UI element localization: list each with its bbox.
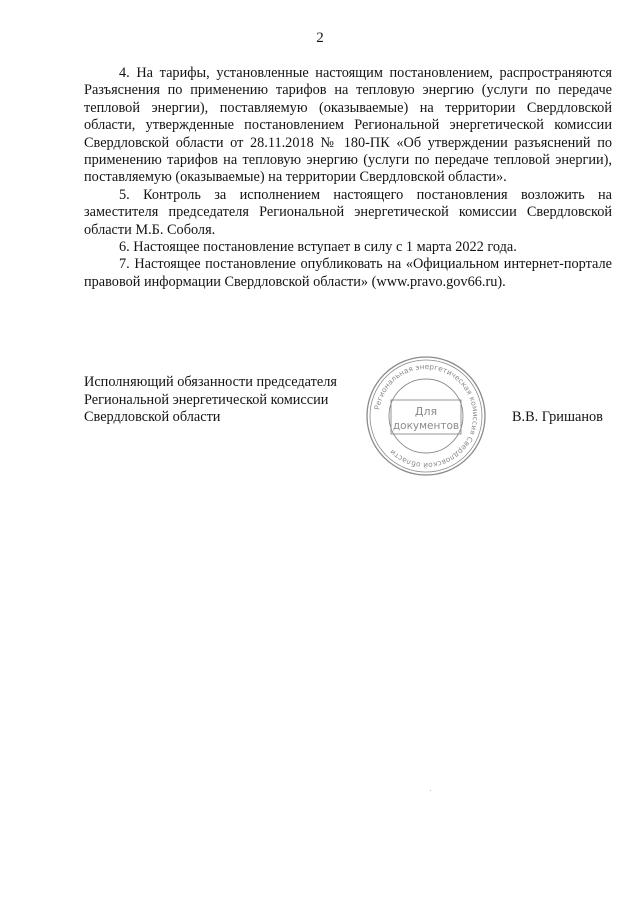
signatory-title-line: Региональной энергетической комиссии <box>84 391 329 408</box>
stamp-center-line2: документов <box>392 420 460 432</box>
paragraph-5: 5. Контроль за исполнением настоящего постановления возложить на заместителя председателя Региональной энергетической комиссии Свердловской области М.Б. Соболя. <box>84 186 612 238</box>
paragraph-4: 4. На тарифы, установленные настоящим постановлением, распространяются Разъяснения по применению тарифов на тепловую энергию (услуги по передаче тепловой энергии), поставляемую (оказываемые) на территории Свердловской области, утвержденные постановлением Региональной энергетической комиссии Свердловской области от 28.11.2018 № 180-ПК «Об утверждении разъяснений по применению тарифов на тепловую энергию (услуги по передаче тепловой энергии), поставляемую (оказываемые) на территории Свердловской области». <box>84 65 612 186</box>
page-number: 2 <box>316 30 324 46</box>
paragraph-7: 7. Настоящее постановление опубликовать на «Официальном интернет-портале правовой информации Свердловской области» (www.pravo.gov66.ru). <box>84 256 612 290</box>
signatory-title <box>84 374 374 427</box>
stamp-center-line1: Для <box>414 405 438 418</box>
signatory-name: В.В. Гришанов <box>512 409 603 425</box>
scan-speck <box>430 790 431 791</box>
signatory-title-line: Исполняющий обязанности председателя <box>84 374 337 390</box>
document-body <box>84 65 612 291</box>
stamp-ring-text: Региональная энергетическая комиссия Свердловской области <box>372 361 481 471</box>
paragraph-6: 6. Настоящее постановление вступает в силу с 1 марта 2022 года. <box>119 239 517 256</box>
official-stamp <box>362 352 490 480</box>
signatory-title-line: Свердловской области <box>84 409 221 426</box>
